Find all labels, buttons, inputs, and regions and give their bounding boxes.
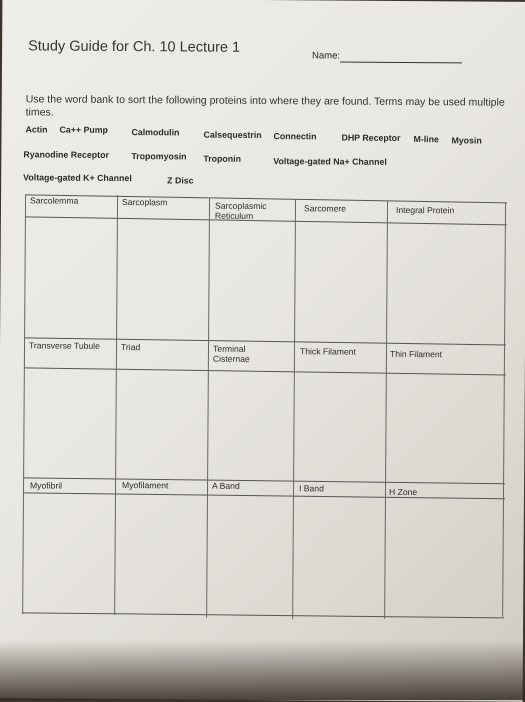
word-bank-term: Myosin <box>451 135 482 146</box>
cell-header: Sarcoplasm <box>121 197 168 208</box>
cell-header: Thick Filament <box>299 346 356 357</box>
cell-header: Transverse Tubule <box>28 340 100 351</box>
page-shadow <box>0 640 525 700</box>
cell-header: Myofibril <box>30 480 63 491</box>
word-bank-term: DHP Receptor <box>341 132 401 143</box>
cell-header: Sarcolemma <box>30 195 79 206</box>
name-blank-line <box>340 62 462 64</box>
cell-header: I Band <box>299 483 324 494</box>
word-bank-term: Z Disc <box>167 175 194 186</box>
word-bank-term: Actin <box>25 124 48 135</box>
cell-header: Terminal Cisternae <box>212 343 250 364</box>
word-bank-term: Calmodulin <box>131 127 180 138</box>
cell-header: Integral Protein <box>395 204 455 216</box>
cell-header: Triad <box>120 342 141 353</box>
name-label: Name: <box>312 50 341 62</box>
word-bank-term: Ryanodine Receptor <box>23 149 109 160</box>
word-bank-term: Troponin <box>203 153 241 164</box>
word-bank-term: Voltage-gated Na+ Channel <box>273 156 387 167</box>
instructions: Use the word bank to sort the following proteins into where they are found. Terms may be used multiple times. <box>25 93 505 119</box>
word-bank-term: Connectin <box>273 131 317 142</box>
word-bank-term: Tropomyosin <box>131 151 187 162</box>
cell-header: Sarcomere <box>303 203 347 214</box>
sorting-table <box>22 194 507 617</box>
cell-header: Thin Filament <box>389 348 443 360</box>
word-bank-term: M-line <box>413 134 439 145</box>
word-bank-term: Voltage-gated K+ Channel <box>23 172 132 184</box>
cell-header: H Zone <box>388 486 418 498</box>
cell-header: A Band <box>212 480 240 491</box>
word-bank-term: Calsequestrin <box>203 129 262 140</box>
cell-header: Myofilament <box>122 480 169 491</box>
cell-header: Sarcoplasmic Reticulum <box>214 200 267 221</box>
word-bank-term: Ca++ Pump <box>59 124 108 135</box>
page-title: Study Guide for Ch. 10 Lecture 1 <box>28 38 241 56</box>
